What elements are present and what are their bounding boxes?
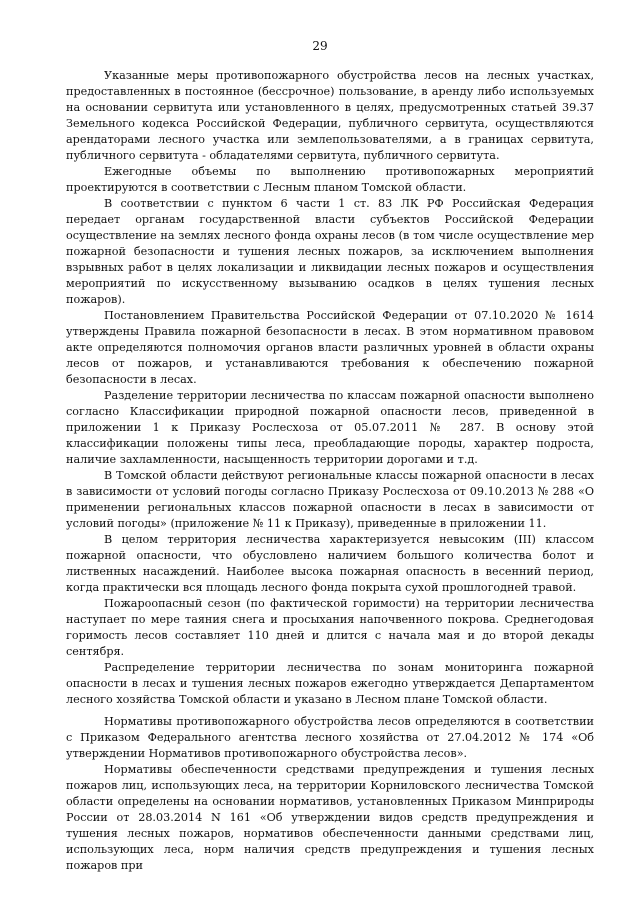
paragraph-fire-season: Пожароопасный сезон (по фактической горимости) на территории лесничества наступает по мере таяния снега и просыхания напочвенного покрова. Среднегодовая горимость лесов составляет 110 дней и длится с начала мая и до второй декады сентября. [66,597,594,658]
paragraph-regional-classes: В Томской области действуют региональные классы пожарной опасности в лесах в зависимости от условий погоды согласно Приказу Рослесхоза от 09.10.2013 № 288 «О применении региональных классов пожарной опасности в лесах в зависимости от условий погоды» (приложение № 11 к Приказу), приведенные в приложении 11. [66,469,594,530]
paragraph-fire-danger-classes: Разделение территории лесничества по классам пожарной опасности выполнено согласно Классификации природной пожарной опасности лесов, приведенной в приложении 1 к Приказу Рослесхоза от 05.07.2011 № 287. В основу этой классификации положены типы леса, преобладающие породы, характер подроста, наличие захламленности, насыщенность территории дорогами и т.д. [66,389,594,466]
paragraph-monitoring-zones: Распределение территории лесничества по зонам мониторинга пожарной опасности в лесах и тушения лесных пожаров ежегодно утверждается Департаментом лесного хозяйства Томской области и указано в Лесном плане Томской области. [66,661,594,706]
paragraph-annual-volumes: Ежегодные объемы по выполнению противопожарных мероприятий проектируются в соответствии с Лесным планом Томской области. [66,165,594,194]
page-number: 29 [312,39,328,53]
paragraph-territory-characteristics: В целом территория лесничества характеризуется невысоким (III) классом пожарной опасности, что обусловлено наличием большого количества болот и лиственных насаждений. Наиболее высока пожарная опасность в весенний период, когда практически вся площадь лесного фонда покрыта сухой прошлогодней травой. [66,533,594,594]
paragraph-forest-code-transfer: В соответствии с пунктом 6 части 1 ст. 83 ЛК РФ Российская Федерация передает органам государственной власти субъектов Российской Федерации осуществление на землях лесного фонда охраны лесов (в том числе осуществление мер пожарной безопасности и тушения лесных пожаров, за исключением выполнения взрывных работ в целях локализации и ликвидации лесных пожаров и осуществления мероприятий по искусственному вызыванию осадков в целях тушения лесных пожаров). [66,197,594,306]
paragraph-fire-measures-responsibility: Указанные меры противопожарного обустройства лесов на лесных участках, предоставленных в постоянное (бессрочное) пользование, в аренду либо используемых на основании сервитута или установленного в целях, предусмотренных статьей 39.37 Земельного кодекса Российской Федерации, публичного сервитута, осуществляются арендаторами лесного участка или землепользователями, а в границах сервитута, публичного сервитута - обладателями сервитута, публичного сервитута. [66,69,594,162]
paragraph-fire-safety-rules: Постановлением Правительства Российской Федерации от 07.10.2020 № 1614 утверждены Правила пожарной безопасности в лесах. В этом нормативном правовом акте определяются полномочия органов власти различных уровней в области охраны лесов от пожаров, и устанавливаются требования к обеспечению пожарной безопасности в лесах. [66,309,594,386]
paragraph-fire-arrangement-norms: Нормативы противопожарного обустройства лесов определяются в соответствии с Приказом Федерального агентства лесного хозяйства от 27.04.2012 № 174 «Об утверждении Нормативов противопожарного обустройства лесов». [66,715,594,760]
document-body [66,68,594,874]
paragraph-provision-norms: Нормативы обеспеченности средствами предупреждения и тушения лесных пожаров лиц, использующих леса, на территории Корниловского лесничества Томской области определены на основании нормативов, установленных Приказом Минприроды России от 28.03.2014 N 161 «Об утверждении видов средств предупреждения и тушения лесных пожаров, нормативов обеспеченности данными средствами лиц, использующих леса, норм наличия средств предупреждения и тушения лесных пожаров при [66,763,594,872]
